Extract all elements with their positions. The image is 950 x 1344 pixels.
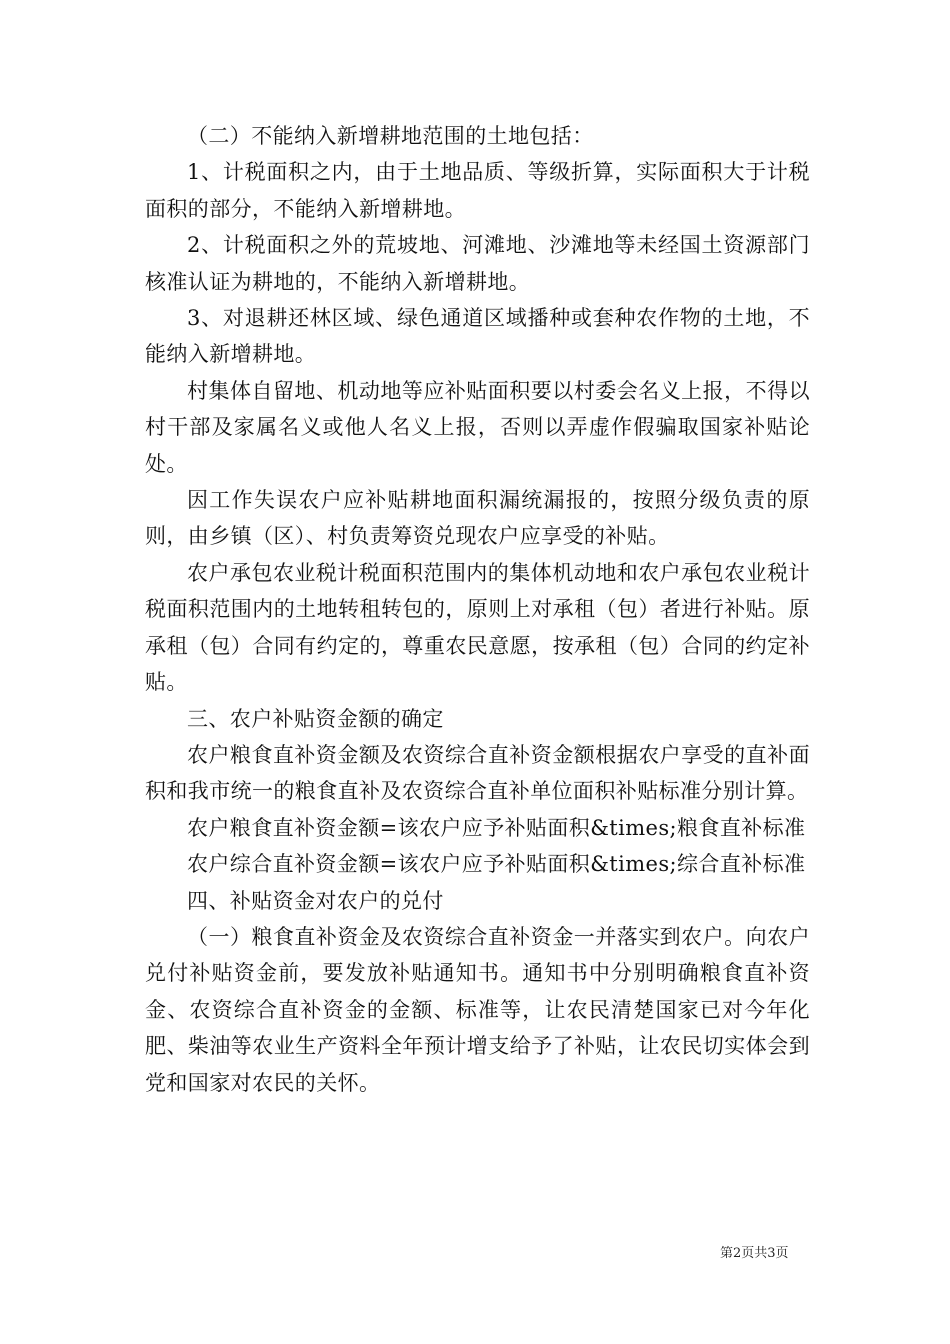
section-heading-3: 三、农户补贴资金额的确定 xyxy=(187,706,444,731)
paragraph-omission: 因工作失误农户应补贴耕地面积漏统漏报的，按照分级负责的原则，由乡镇（区）、村负责筹资兑现农户应享受的补贴。 xyxy=(145,488,810,549)
paragraph-village-land: 村集体自留地、机动地等应补贴面积要以村委会名义上报，不得以村干部及家属名义或他人名义上报，否则以弄虚作假骗取国家补贴论处。 xyxy=(145,378,810,476)
paragraph-section-2-heading: （二）不能纳入新增耕地范围的土地包括： xyxy=(187,124,594,148)
paragraph-item-1: 1、计税面积之内，由于土地品质、等级折算，实际面积大于计税面积的部分，不能纳入新增耕地。 xyxy=(145,160,810,221)
paragraph-sublease: 农户承包农业税计税面积范围内的集体机动地和农户承包农业税计税面积范围内的土地转租转包的，原则上对承租（包）者进行补贴。原承租（包）合同有约定的，尊重农民意愿，按承租（包）合同的约定补贴。 xyxy=(145,560,810,695)
paragraph-calculation: 农户粮食直补资金额及农资综合直补资金额根据农户享受的直补面积和我市统一的粮食直补及农资综合直补单位面积补贴标准分别计算。 xyxy=(145,742,810,804)
paragraph-payment: （一）粮食直补资金及农资综合直补资金一并落实到农户。向农户兑付补贴资金前，要发放补贴通知书。通知书中分别明确粮食直补资金、农资综合直补资金的金额、标准等，让农民清楚国家已对今年化肥、柴油等农业生产资料全年预计增支给予了补贴，让农民切实体会到党和国家对农民的关怀。 xyxy=(145,924,810,1095)
section-heading-4: 四、补贴资金对农户的兑付 xyxy=(187,888,444,913)
page-number: 第2页共3页 xyxy=(720,1246,789,1261)
formula-comprehensive-subsidy: 农户综合直补资金额=该农户应予补贴面积&times;综合直补标准 xyxy=(187,852,806,877)
document-body xyxy=(145,118,810,1101)
paragraph-item-2: 2、计税面积之外的荒坡地、河滩地、沙滩地等未经国土资源部门核准认证为耕地的，不能纳入新增耕地。 xyxy=(145,233,810,294)
formula-grain-subsidy: 农户粮食直补资金额=该农户应予补贴面积&times;粮食直补标准 xyxy=(187,815,806,840)
paragraph-item-3: 3、对退耕还林区域、绿色通道区域播种或套种农作物的土地，不能纳入新增耕地。 xyxy=(145,306,810,367)
